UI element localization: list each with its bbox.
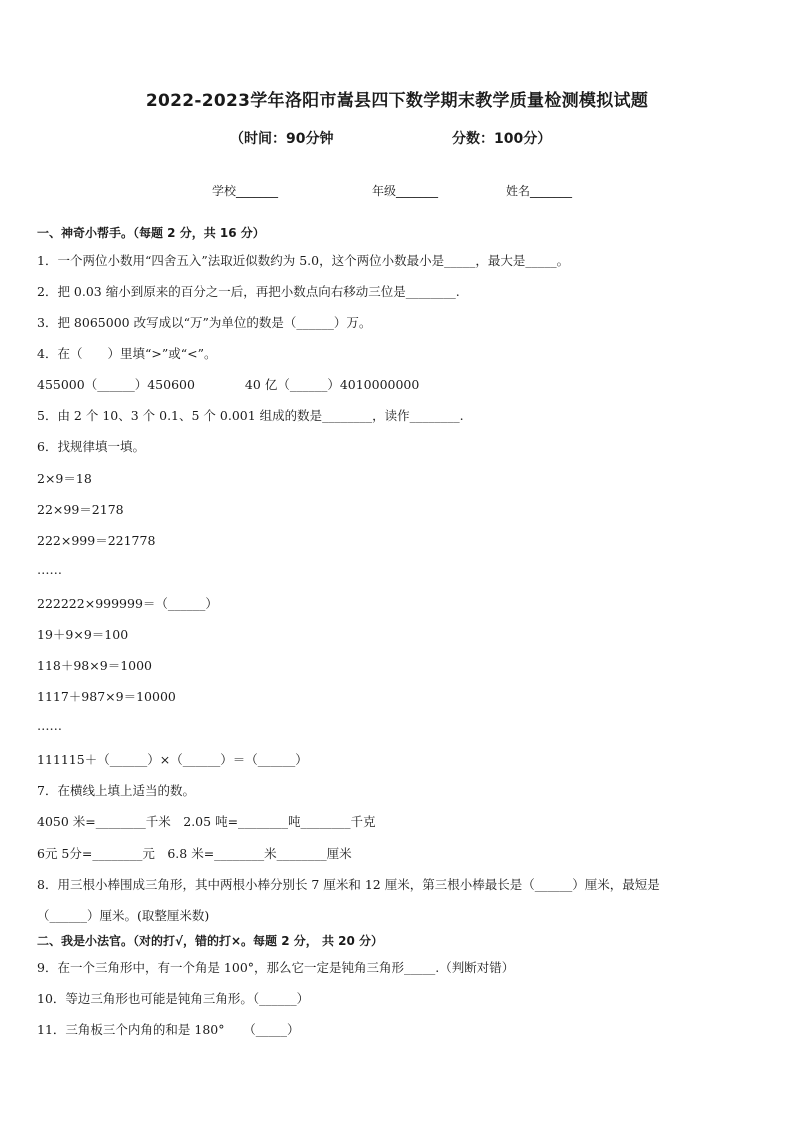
question-3: 3．把 8065000 改写成以“万”为单位的数是（______）万。 <box>37 315 372 330</box>
question-11: 11．三角板三个内角的和是 180° （_____） <box>37 1022 300 1037</box>
question-7-line-2: 6元 5分=________元 6.8 米=________米________厘米 <box>37 846 352 861</box>
pattern-line: 22×99＝2178 <box>37 502 124 517</box>
school-field: 学校_______ <box>212 184 279 198</box>
question-4: 4．在（ ）里填“>”或“<”。 <box>37 346 217 361</box>
name-field: 姓名_______ <box>506 184 573 198</box>
question-7: 7．在横线上填上适当的数。 <box>37 783 195 798</box>
question-2: 2．把 0.03 缩小到原来的百分之一后，再把小数点向右移动三位是________. <box>37 284 460 299</box>
pattern-line: 19＋9×9＝100 <box>37 627 129 642</box>
ellipsis: …… <box>37 718 62 733</box>
question-8-cont: （______）厘米。(取整厘米数) <box>37 908 210 923</box>
exam-time: （时间：90分钟 <box>230 131 334 147</box>
question-4-items: 455000（______）450600 40 亿（______）4010000000 <box>37 377 420 392</box>
question-6: 6．找规律填一填。 <box>37 439 145 454</box>
section-1-heading: 一、神奇小帮手。（每题 2 分，共 16 分） <box>37 226 265 240</box>
exam-title: 2022-2023学年洛阳市嵩县四下数学期末教学质量检测模拟试题 <box>145 91 649 111</box>
pattern-line: 118＋98×9＝1000 <box>37 658 153 673</box>
pattern-question: 222222×999999＝（______） <box>37 596 218 611</box>
question-9: 9．在一个三角形中，有一个角是 100°，那么它一定是钝角三角形_____.（判断对错） <box>37 960 515 975</box>
question-7-line-1: 4050 米=________千米 2.05 吨=________吨________千克 <box>37 814 376 829</box>
question-10: 10．等边三角形也可能是钝角三角形。（______） <box>37 991 310 1006</box>
question-1: 1．一个两位小数用“四舍五入”法取近似数约为 5.0，这个两位小数最小是_____，最大是_____。 <box>37 253 570 268</box>
grade-field: 年级_______ <box>372 184 439 198</box>
question-5: 5．由 2 个 10、3 个 0.1、5 个 0.001 组成的数是________，读作________. <box>37 408 464 423</box>
ellipsis: …… <box>37 562 62 577</box>
question-8: 8．用三根小棒围成三角形，其中两根小棒分别长 7 厘米和 12 厘米，第三根小棒最长是（______）厘米，最短是 <box>37 877 660 892</box>
pattern-question: 111115＋（______）×（______）＝（______） <box>37 752 308 767</box>
section-2-heading: 二、我是小法官。（对的打√，错的打×。每题 2 分， 共 20 分） <box>37 934 383 948</box>
pattern-line: 2×9＝18 <box>37 471 92 486</box>
pattern-line: 222×999＝221778 <box>37 533 156 548</box>
pattern-line: 1117＋987×9＝10000 <box>37 689 176 704</box>
exam-score: 分数：100分） <box>452 131 552 147</box>
